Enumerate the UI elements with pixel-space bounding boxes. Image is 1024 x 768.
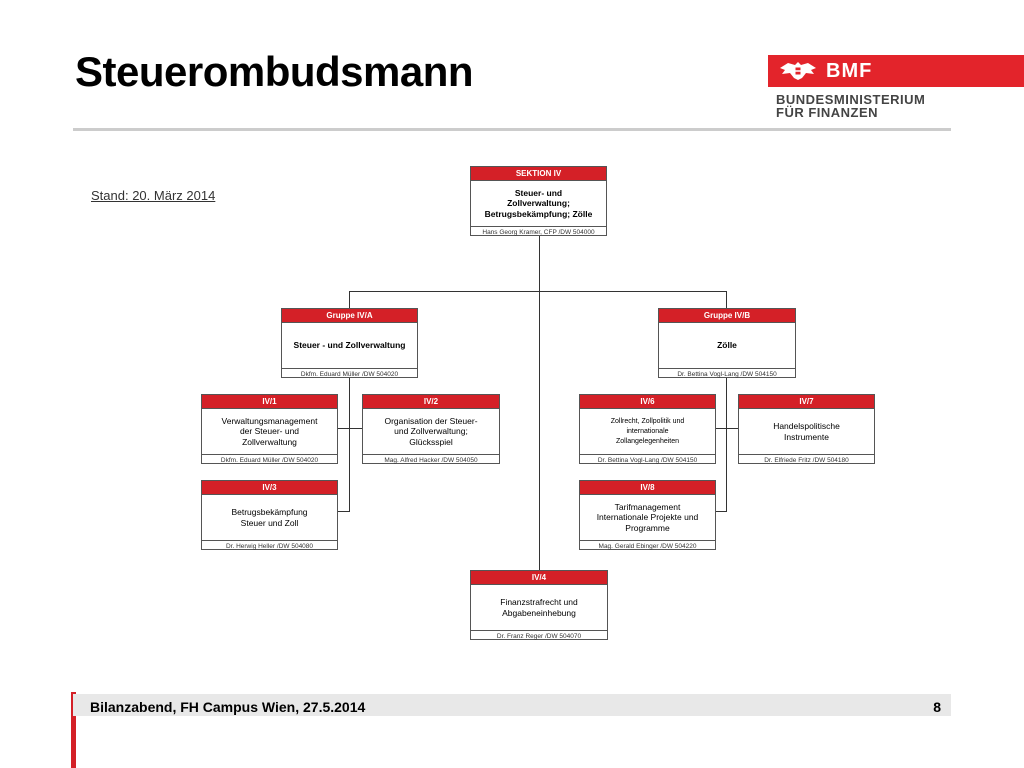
org-box-body-line: Internationale Projekte und <box>596 512 699 523</box>
org-box-gruppe-iv-b <box>658 308 796 378</box>
org-box-iv-1 <box>201 394 338 464</box>
org-box-body-line: Handelspolitische <box>773 421 840 431</box>
org-box-header: Gruppe IV/B <box>659 309 795 323</box>
org-box-footer: Mag. Gerald Ebinger /DW 504220 <box>580 540 715 552</box>
org-box-header: IV/1 <box>202 395 337 409</box>
org-box-body-line: Zollangelegenheiten <box>615 437 680 445</box>
org-box-body-line: Betrugsbekämpfung; Zölle <box>484 208 593 219</box>
org-box-footer: Dr. Elfriede Fritz /DW 504180 <box>739 454 874 466</box>
footer-text: Bilanzabend, FH Campus Wien, 27.5.2014 <box>90 699 366 715</box>
org-box-footer: Dkfm. Eduard Müller /DW 504020 <box>202 454 337 466</box>
org-box-body-line: der Steuer- und <box>239 426 300 437</box>
org-box-body <box>471 181 606 226</box>
org-box-body <box>363 409 499 454</box>
ministry-line2: FÜR FINANZEN <box>776 105 879 120</box>
org-box-body <box>739 409 874 454</box>
page-number: 8 <box>933 699 941 715</box>
org-box-body-line: Instrumente <box>784 431 829 442</box>
ministry-name <box>768 87 1024 119</box>
connector-line <box>349 377 350 511</box>
org-box-footer: Dr. Bettina Vogl-Lang /DW 504150 <box>580 454 715 466</box>
org-box-body <box>202 495 337 540</box>
org-box-header: SEKTION IV <box>471 167 606 181</box>
org-box-footer: Hans Georg Kramer, CFP /DW 504000 <box>471 226 606 238</box>
connector-line <box>349 291 727 292</box>
org-box-iv-8 <box>579 480 716 550</box>
org-box-header: IV/2 <box>363 395 499 409</box>
slide-title: Steuerombudsmann <box>75 48 474 95</box>
org-box-body <box>580 409 715 454</box>
connector-line <box>349 291 350 308</box>
org-box-body-line: und Zollverwaltung; <box>394 426 468 437</box>
stand-date: Stand: 20. März 2014 <box>91 188 216 203</box>
org-box-header: IV/7 <box>739 395 874 409</box>
org-box-header: IV/3 <box>202 481 337 495</box>
org-box-iv-4 <box>470 570 608 640</box>
connector-line <box>716 428 738 429</box>
bmf-label: BMF <box>826 59 873 82</box>
org-box-body-line: Steuer und Zoll <box>240 517 299 528</box>
org-box-body-line: Steuer- und <box>514 187 563 198</box>
org-box-body <box>471 585 607 630</box>
org-box-body-line: Betrugsbekämpfung <box>231 507 308 517</box>
connector-line <box>338 511 350 512</box>
org-box-header: IV/6 <box>580 395 715 409</box>
org-box-body-line: Programme <box>625 522 670 533</box>
title-divider <box>73 128 951 131</box>
connector-line <box>726 291 727 308</box>
org-box-sektion-iv <box>470 166 607 236</box>
org-box-header: IV/4 <box>471 571 607 585</box>
org-box-footer: Dr. Bettina Vogl-Lang /DW 504150 <box>659 368 795 380</box>
org-box-iv-2 <box>362 394 500 464</box>
org-box-gruppe-iv-a <box>281 308 418 378</box>
org-box-body-line: Finanzstrafrecht und <box>500 597 578 607</box>
org-box-iv-3 <box>201 480 338 550</box>
org-box-body-line: Abgabeneinhebung <box>502 607 576 618</box>
eagle-icon <box>778 60 818 82</box>
connector-line <box>726 377 727 511</box>
connector-line <box>716 511 727 512</box>
org-box-footer: Dr. Franz Reger /DW 504070 <box>471 630 607 642</box>
org-box-body-line: Glücksspiel <box>409 436 453 447</box>
org-box-body: Steuer - und Zollverwaltung <box>293 340 406 350</box>
org-box-footer: Dkfm. Eduard Müller /DW 504020 <box>282 368 417 380</box>
bmf-logo <box>768 55 1024 119</box>
org-box-body-line: Zollverwaltung <box>242 436 297 447</box>
connector-line <box>539 235 540 570</box>
org-box-body: Zölle <box>717 340 737 350</box>
org-box-body-line: Zollrecht, Zollpolitik und <box>610 417 685 425</box>
org-box-footer: Mag. Alfred Hacker /DW 504050 <box>363 454 499 466</box>
bmf-logo-bar <box>768 55 1024 87</box>
org-box-body-line: internationale <box>626 427 669 435</box>
org-box-header: Gruppe IV/A <box>282 309 417 323</box>
org-box-body <box>580 495 715 540</box>
org-box-body-line: Organisation der Steuer- <box>384 415 478 426</box>
org-box-header: IV/8 <box>580 481 715 495</box>
org-box-iv-7 <box>738 394 875 464</box>
org-box-iv-6 <box>579 394 716 464</box>
connector-line <box>338 428 362 429</box>
org-box-body-line: Tarifmanagement <box>614 501 681 512</box>
org-box-body-line: Verwaltungsmanagement <box>221 415 318 426</box>
org-box-body-line: Zollverwaltung; <box>507 198 570 209</box>
org-box-footer: Dr. Herwig Heller /DW 504080 <box>202 540 337 552</box>
ministry-line1: BUNDESMINISTERIUM <box>776 92 926 107</box>
slide-header <box>0 0 1024 135</box>
org-box-body <box>202 409 337 454</box>
